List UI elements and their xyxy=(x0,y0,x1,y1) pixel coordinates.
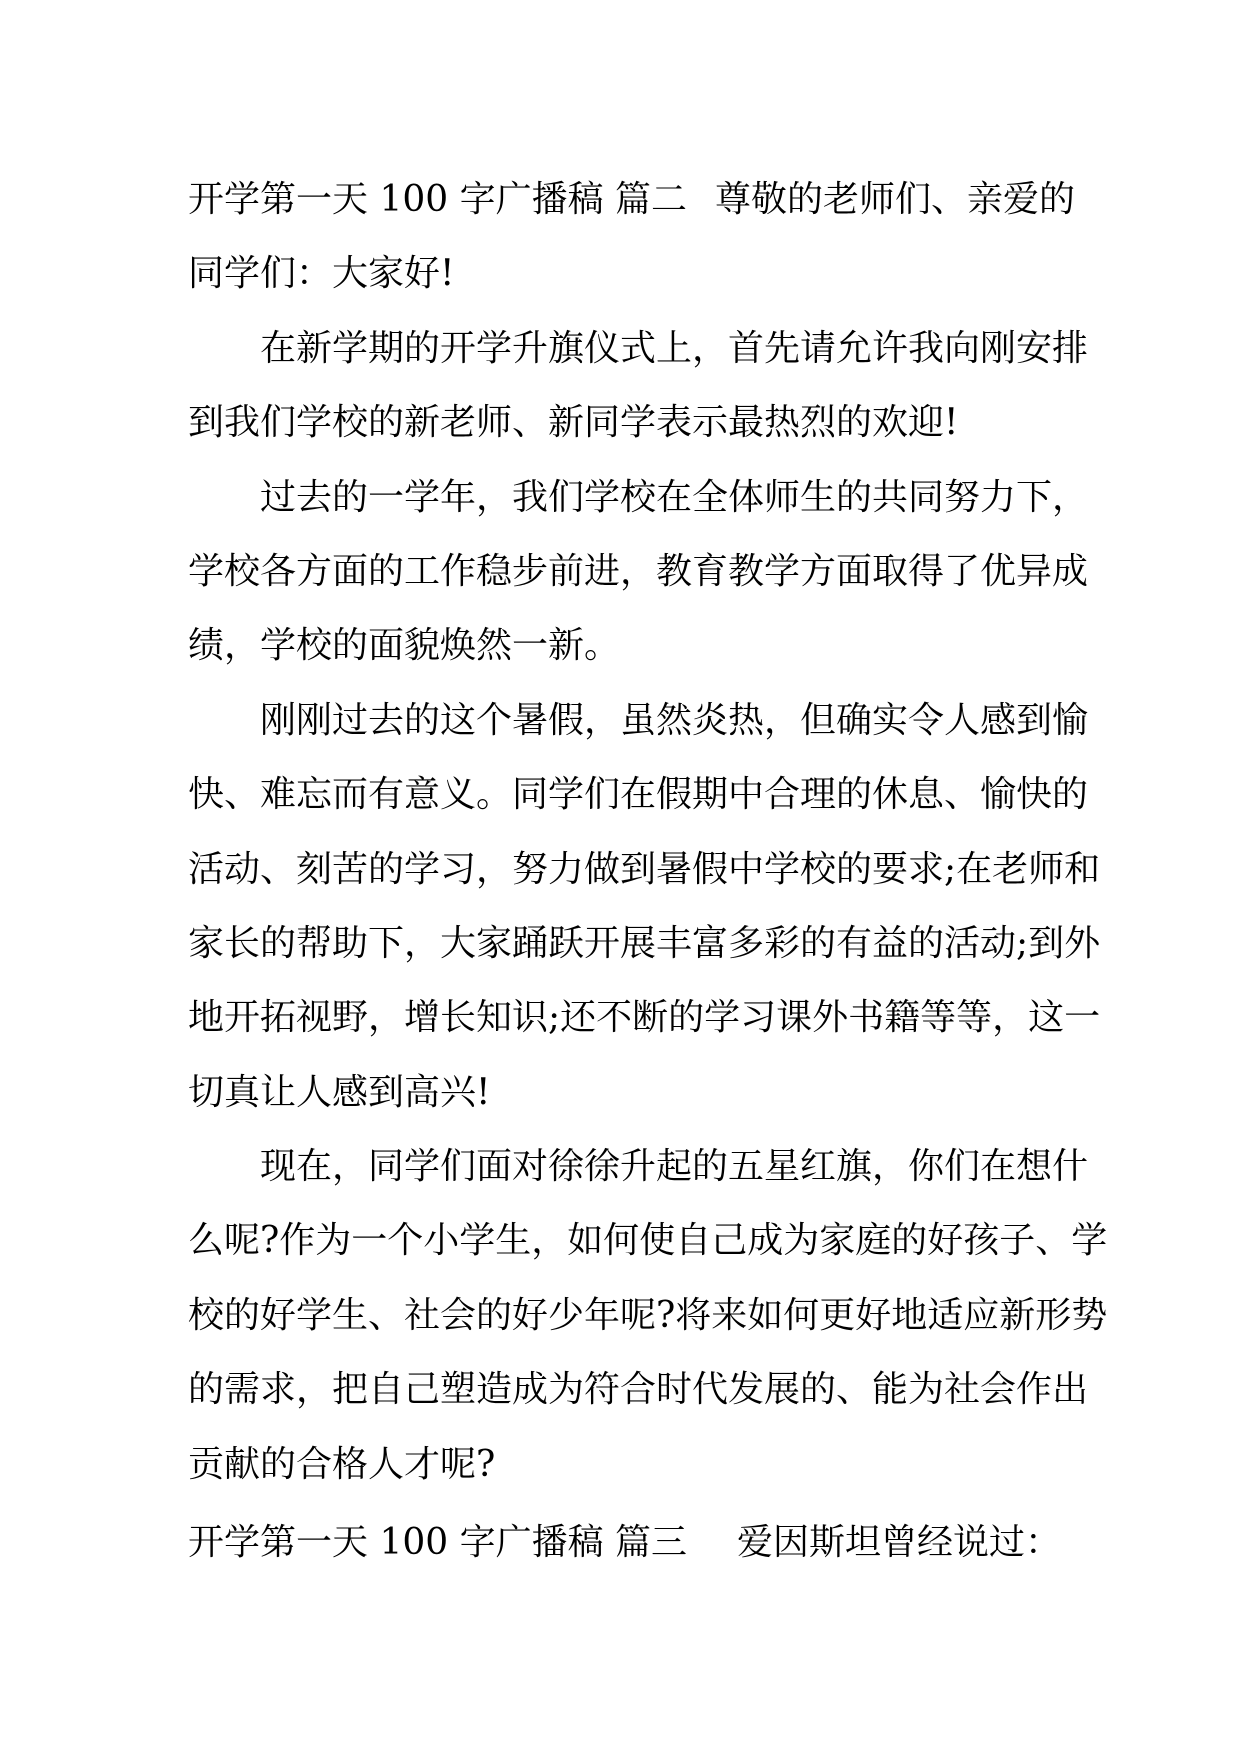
text-line: 活动、刻苦的学习，努力做到暑假中学校的要求;在老师和 xyxy=(188,848,1101,890)
text-line: 家长的帮助下，大家踊跃开展丰富多彩的有益的活动;到外 xyxy=(188,922,1101,964)
text-line: 同学们：大家好! xyxy=(188,253,455,295)
section-two-heading-line xyxy=(188,163,1076,237)
text-line: 校的好学生、社会的好少年呢?将来如何更好地适应新形势 xyxy=(188,1294,1108,1336)
text-line: 学校各方面的工作稳步前进，教育教学方面取得了优异成 xyxy=(188,550,1089,592)
section-three-heading: 开学第一天 100 字广播稿 篇三 xyxy=(188,1522,688,1564)
paragraph xyxy=(188,312,1089,461)
text-line: 现在，同学们面对徐徐升起的五星红旗，你们在想什 xyxy=(260,1146,1089,1188)
text-line: 贡献的合格人才呢? xyxy=(188,1443,496,1485)
paragraph xyxy=(188,684,1101,1130)
paragraph xyxy=(188,237,1052,311)
section-two-opening: 尊敬的老师们、亲爱的 xyxy=(715,179,1076,220)
text-line: 地开拓视野，增长知识;还不断的学习课外书籍等等，这一 xyxy=(188,997,1101,1039)
text-line: 的需求，把自己塑造成为符合时代发展的、能为社会作出 xyxy=(188,1369,1089,1411)
paragraph xyxy=(188,461,1089,684)
text-line: 到我们学校的新老师、新同学表示最热烈的欢迎! xyxy=(188,402,959,444)
text-line: 快、难忘而有意义。同学们在假期中合理的休息、愉快的 xyxy=(188,774,1089,816)
text-line: 刚刚过去的这个暑假，虽然炎热，但确实令人感到愉 xyxy=(260,699,1089,741)
paragraph xyxy=(188,1130,1108,1502)
text-line: 过去的一学年，我们学校在全体师生的共同努力下， xyxy=(260,476,1089,518)
document-body xyxy=(188,163,1108,1580)
text-line: 绩，学校的面貌焕然一新。 xyxy=(188,625,621,667)
section-two-heading: 开学第一天 100 字广播稿 篇二 xyxy=(188,179,688,220)
section-three-heading-line xyxy=(188,1506,1062,1580)
text-line: 在新学期的开学升旗仪式上，首先请允许我向刚安排 xyxy=(260,327,1089,369)
section-three-opening: 爱因斯坦曾经说过： xyxy=(737,1522,1062,1564)
text-line: 么呢?作为一个小学生，如何使自己成为家庭的好孩子、学 xyxy=(188,1220,1108,1262)
text-line: 切真让人感到高兴! xyxy=(188,1071,491,1113)
